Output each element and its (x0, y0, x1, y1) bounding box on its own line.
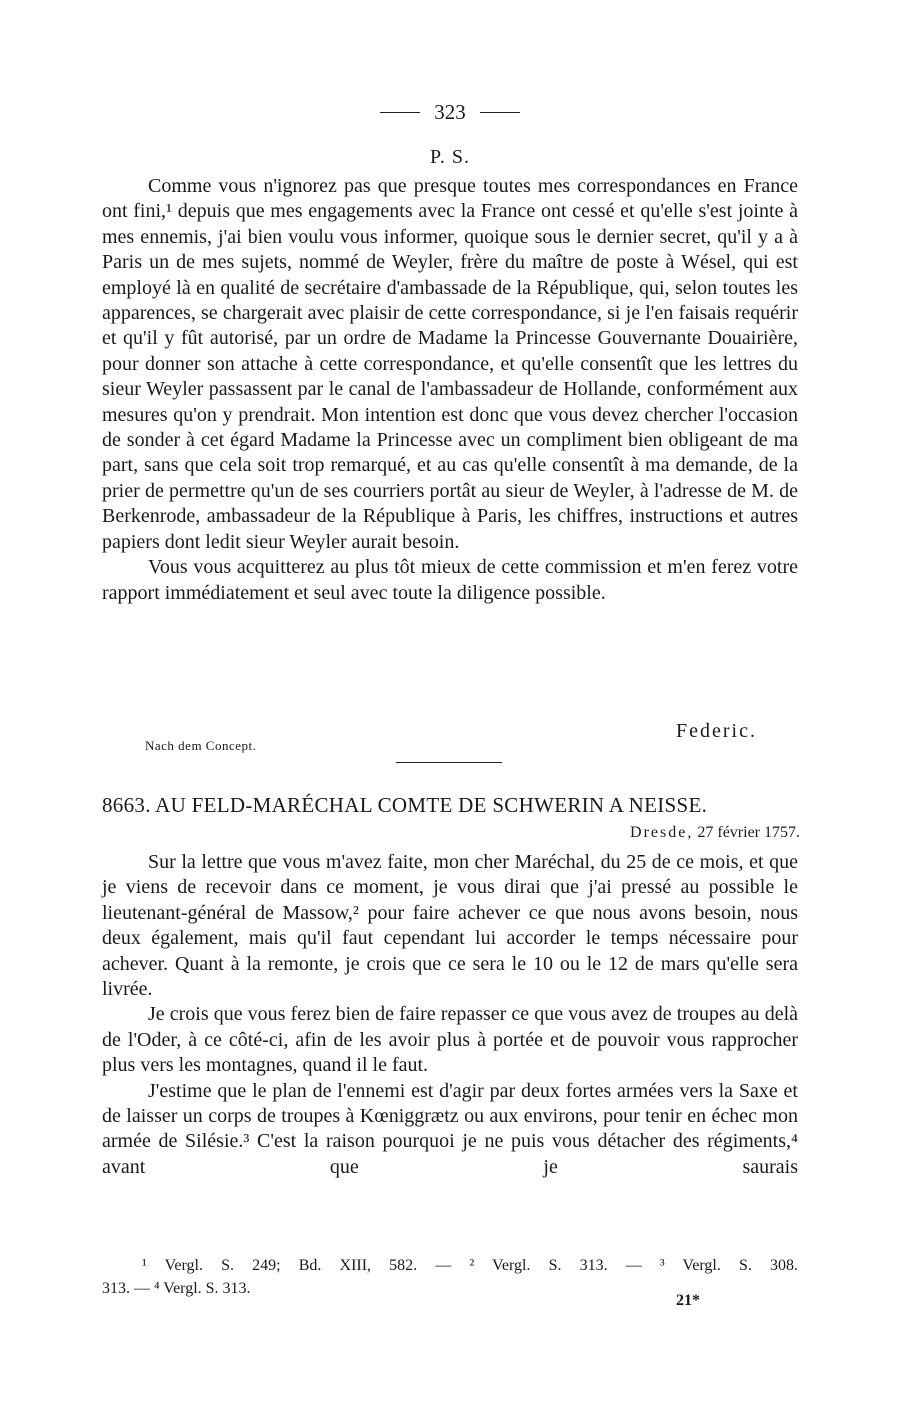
dateline-date: 27 février 1757. (697, 824, 800, 841)
header-dash-left (380, 112, 420, 113)
signature-mark: 21* (676, 1292, 700, 1309)
footnote-line-1: ¹ Vergl. S. 249; Bd. XIII, 582. — ² Vergl. S. 313. — ³ Vergl. S. 308. (142, 1257, 798, 1274)
ps-paragraph-2: Vous vous acquitterez au plus tôt mieux de cette commission et m'en ferez votre rapport immédiatement et seul avec toute la diligence possible. (102, 556, 798, 604)
page-number: 323 (434, 100, 466, 124)
page-header (0, 100, 900, 125)
footnote-line-2: 313. — ⁴ Vergl. S. 313. (102, 1280, 251, 1297)
dateline (540, 824, 800, 842)
dateline-place: Dresde, (630, 824, 694, 841)
source-note: Nach dem Concept. (145, 738, 257, 753)
section-divider (396, 762, 502, 763)
ps-paragraph-1: Comme vous n'ignorez pas que presque toutes mes correspondances en France ont fini,¹ depuis que mes engagements avec la France ont cessé et qu'elle s'est jointe à mes ennemis, j'ai bien voulu vous informer, quoique sous le dernier secret, qu'il y a à Paris un de mes sujets, nommé de Weyler, frère du maître de poste à Wésel, qui est employé là en qualité de secrétaire d'ambassade de la République, qui, selon toutes les apparences, se chargerait avec plaisir de cette correspondance, si je l'en faisais requérir et qu'il y fût autorisé, par un ordre de Madame la Princesse Gouvernante Douairière, pour donner son attache à cette correspondance, et qu'elle consentît que les lettres du sieur Weyler passassent par le canal de l'ambassadeur de Hollande, conformément aux mesures qu'on y prendrait. Mon intention est donc que vous devez chercher l'occasion de sonder à cet égard Madame la Princesse avec un compliment bien obligeant de ma part, sans que cela soit trop remarqué, et au cas qu'elle consentît à ma demande, de la prier de permettre qu'un de ses courriers portât au sieur de Weyler, à l'adresse de M. de Berkenrode, ambassadeur de la République à Paris, les chiffres, instructions et autres papiers dont ledit sieur Weyler aurait besoin. (102, 175, 798, 553)
letter-paragraph-1: Sur la lettre que vous m'avez faite, mon cher Maréchal, du 25 de ce mois, et que je viens de recevoir dans ce moment, je vous dirai que j'ai pressé au possible le lieutenant-général de Massow,² pour faire achever ce que nous avons besoin, nous deux également, mais qu'il faut cependant lui accorder le temps nécessaire pour achever. Quant à la remonte, je crois que ce sera le 10 ou le 12 de mars qu'elle sera livrée. (102, 851, 798, 1001)
header-dash-right (480, 112, 520, 113)
letter-paragraph-3: J'estime que le plan de l'ennemi est d'agir par deux fortes armées vers la Saxe et de laisser un corps de troupes à Kœniggrætz ou aux environs, pour tenir en échec mon armée de Silésie.³ C'est la raison pourquoi je ne puis vous détacher des régiments,⁴ avant que je saurais (102, 1079, 798, 1178)
letter-body (102, 850, 798, 1180)
letter-paragraph-2: Je crois que vous ferez bien de faire repasser ce que vous avez de troupes au delà de l'Oder, à ce côté-ci, afin de les avoir plus à portée et de pouvoir vous rapprocher plus vers les montagnes, quand il le faut. (102, 1003, 798, 1077)
ps-body (102, 174, 798, 606)
letter-heading: 8663. AU FELD-MARÉCHAL COMTE DE SCHWERIN A NEISSE. (102, 793, 708, 817)
signature: Federic. (676, 720, 757, 742)
ps-heading: P. S. (429, 146, 471, 168)
